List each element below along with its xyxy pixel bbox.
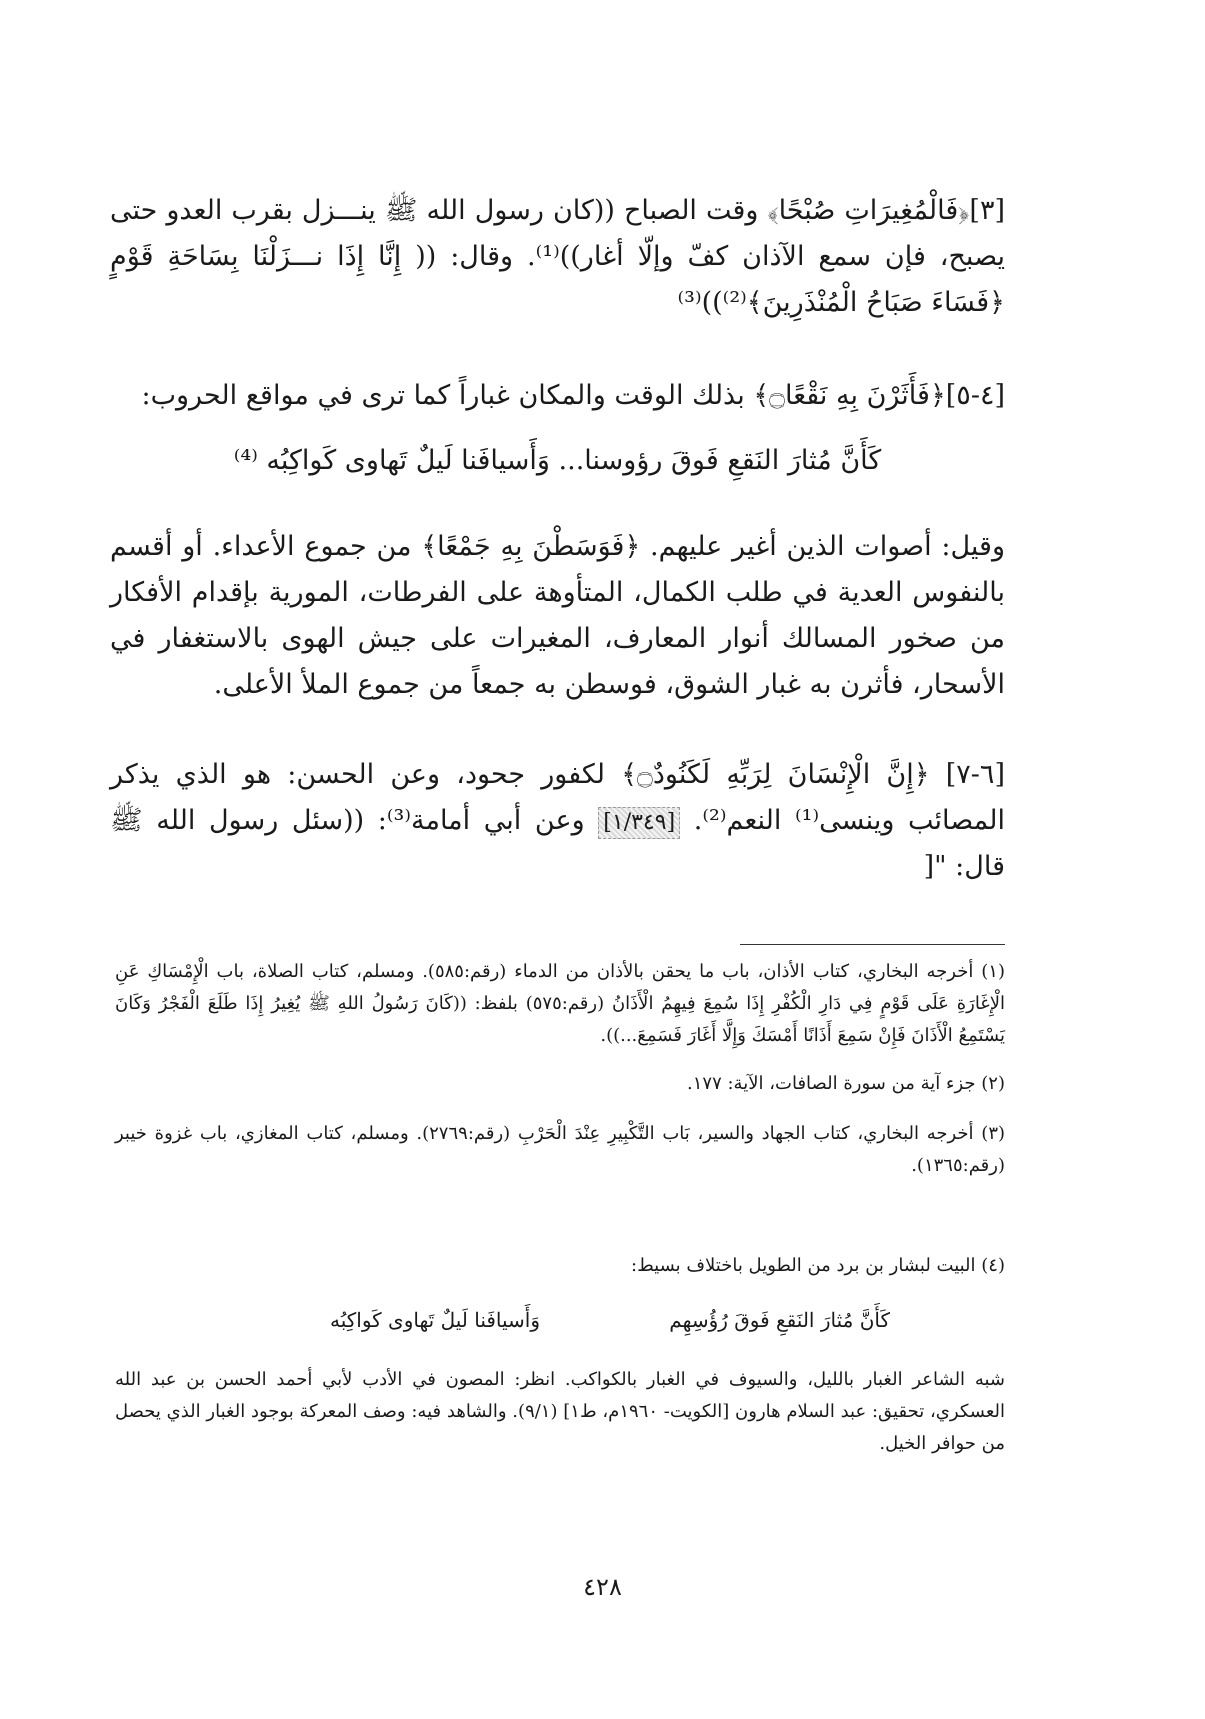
footnote-separator	[740, 944, 1005, 945]
footnote-2: (٢) جزء آية من سورة الصافات، الآية: ١٧٧.	[687, 1073, 1005, 1094]
paragraph-1: [٣]﴿فَالْمُغِيرَاتِ صُبْحًا﴾ وقت الصباح ((كان رسول الله ﷺ ينـــزل بقرب العدو حتى يصبح، فإن سمع الآذان كفّ وإلّا أغار))⁽¹⁾. وقال: (( إِنَّا إِذَا نـــزَلْنَا بِسَاحَةِ قَوْمٍ ﴿فَسَاءَ صَبَاحُ الْمُنْذَرِينَ﴾⁽²⁾))⁽³⁾	[110, 195, 1006, 318]
paragraph-4-text-b: وعن أبي أمامة⁽³⁾: ((سئل رسول الله ﷺ قال: "[	[110, 805, 1005, 882]
page-number: ٤٢٨	[583, 1573, 622, 1601]
footnote-verse-second-hemistich: وَأَسيافَنا لَيلٌ تَهاوى كَواكِبُه	[330, 1308, 541, 1332]
paragraph-2: [٤-٥]﴿فَأَثَرْنَ بِهِ نَقْعًا۝﴾ بذلك الوقت والمكان غباراً كما ترى في مواقع الحروب:	[141, 380, 1005, 411]
footnote-3: (٣) أخرجه البخاري، كتاب الجهاد والسير، بَاب التَّكْبِيرِ عِنْدَ الْحَرْبِ (رقم:٢٧٦٩). ومسلم، كتاب المغازي، باب غزوة خيبر (رقم:١٣٦٥).	[115, 1123, 1006, 1176]
paragraph-4	[110, 752, 1005, 890]
paragraph-4-text-a: [٦-٧] ﴿إِنَّ الْإِنْسَانَ لِرَبِّهِ لَكَنُودٌ۝﴾ لكفور جحود، وعن الحسن: هو الذي يذكر المصائب وينسى⁽¹⁾ النعم⁽²⁾.	[110, 759, 1006, 836]
footnote-4-note: شبه الشاعر الغبار بالليل، والسيوف في الغبار بالكواكب. انظر: المصون في الأدب لأبي أحمد الحسن بن عبد الله العسكري، تحقيق: عبد السلام هارون [الكويت- ١٩٦٠م، ط١] (٩/١). والشاهد فيه: وصف المعركة بوجود الغبار الذي يحصل من حوافر الخيل.	[115, 1369, 1005, 1454]
footnote-4: (٤) البيت لبشار بن برد من الطويل باختلاف بسيط:	[631, 1255, 1005, 1276]
footnote-1: (١) أخرجه البخاري، كتاب الأذان، باب ما يحقن بالأذان من الدماء (رقم:٥٨٥). ومسلم، كتاب الصلاة، باب الْإِمْسَاكِ عَنِ الْإِغَارَةِ عَلَى قَوْمٍ فِي دَارِ الْكُفْرِ إِذَا سُمِعَ فِيهِمُ الْأَذَانُ (رقم:٥٧٥) بلفظ: ((كَانَ رَسُولُ اللهِ ﷺ يُغِيرُ إِذَا طَلَعَ الْفَجْرُ وَكَانَ يَسْتَمِعُ الْأَذَانَ فَإِنْ سَمِعَ أَذَانًا أَمْسَكَ وَإِلَّا أَغَارَ فَسَمِعَ...)).	[115, 961, 1005, 1046]
footnote-verse	[330, 1308, 890, 1340]
footnote-verse-first-hemistich: كَأَنَّ مُثارَ النَقعِ فَوقَ رُؤُسِهِم	[669, 1308, 890, 1332]
verse-line: كَأَنَّ مُثارَ النَقعِ فَوقَ رؤوسنا... وَأَسيافَنا لَيلٌ تَهاوى كَواكِبُه ⁽⁴⁾	[233, 445, 882, 476]
folio-stamp: [١/٣٤٩]	[598, 807, 680, 839]
paragraph-3: وقيل: أصوات الذين أغير عليهم. ﴿فَوَسَطْنَ بِهِ جَمْعًا﴾ من جموع الأعداء. أو أقسم بالنفوس العدية في طلب الكمال، المتأوهة على الفرطات، المورية بإقدام الأفكار من صخور المسالك أنوار المعارف، المغيرات على جيش الهوى بالاستغفار في الأسحار، فأثرن به غبار الشوق، فوسطن به جمعاً من جموع الملأ الأعلى.	[110, 531, 1005, 700]
